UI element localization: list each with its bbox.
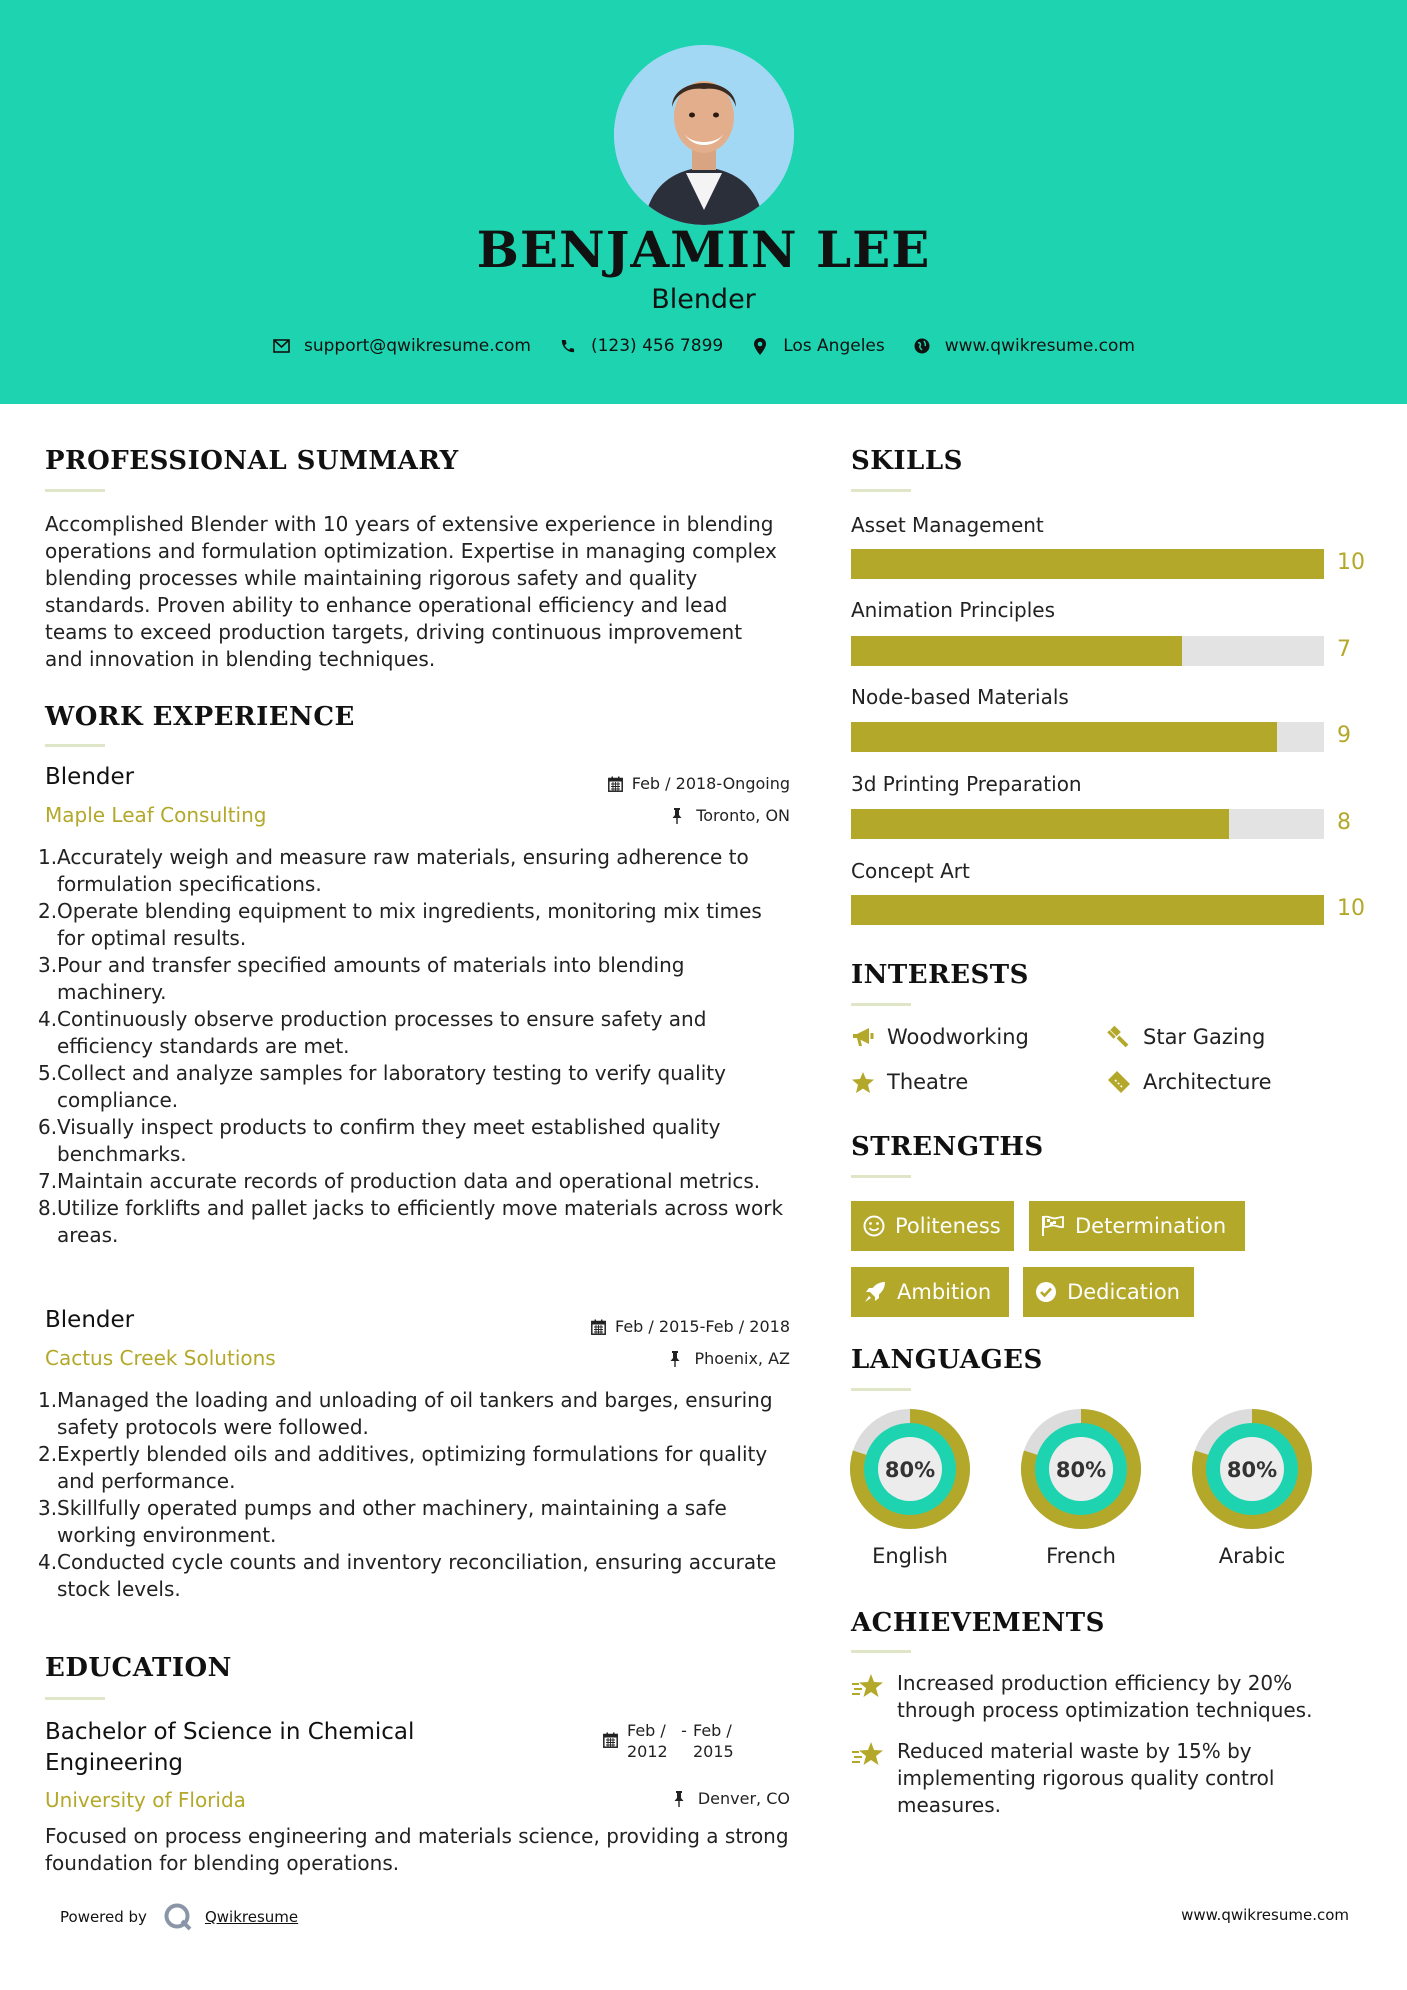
location-text: Los Angeles	[783, 336, 885, 356]
education-description: Focused on process engineering and materials science, providing a strong foundation for blending operations.	[45, 1824, 789, 1875]
skill-3-label: Node-based Materials	[851, 685, 1069, 709]
job-1-dates-text: Feb / 2018-Ongoing	[631, 774, 790, 793]
list-item: 4. Conducted cycle counts and inventory reconciliation, ensuring accurate stock levels.	[38, 1550, 777, 1601]
skill-5-bar	[851, 895, 1324, 925]
strength-label: Determination	[1075, 1214, 1227, 1238]
achievement-text: Reduced material waste by 15% by implementing rigorous quality control measures.	[897, 1739, 1275, 1817]
summary-heading: PROFESSIONAL SUMMARY	[45, 446, 459, 476]
skill-5-value: 10	[1337, 896, 1365, 921]
email-text: support@qwikresume.com	[304, 336, 531, 356]
bullhorn-icon	[851, 1026, 875, 1048]
profile-photo	[614, 45, 794, 225]
date-separator: -	[681, 1721, 687, 1740]
achievements-underline	[851, 1650, 911, 1653]
education-location	[520, 1789, 790, 1808]
language-arabic-label: Arabic	[1218, 1544, 1286, 1568]
strength-ambition	[851, 1267, 1009, 1317]
strength-label: Ambition	[897, 1280, 992, 1304]
globe-icon	[913, 337, 931, 355]
contact-location	[751, 336, 885, 356]
achievements-heading: ACHIEVEMENTS	[851, 1608, 1105, 1638]
job-1-duties	[38, 844, 793, 1249]
skill-1-bar	[851, 549, 1324, 579]
contact-email[interactable]	[272, 336, 531, 356]
job-2-duties	[38, 1387, 793, 1603]
achievement-1	[851, 1670, 1351, 1724]
interest-label: Woodworking	[887, 1025, 1029, 1049]
achievement-2	[851, 1738, 1351, 1819]
education-end: Feb / 2015	[693, 1721, 734, 1761]
skill-1-fill	[851, 549, 1324, 579]
skill-4-fill	[851, 809, 1229, 839]
language-ring	[1019, 1407, 1143, 1531]
envelope-icon	[272, 337, 290, 355]
list-item: 2. Operate blending equipment to mix ingredients, monitoring mix times for optimal results.	[38, 899, 762, 950]
summary-underline	[45, 489, 105, 492]
interest-star-gazing	[1107, 1025, 1265, 1049]
powered-by-text: Powered by	[60, 1908, 147, 1926]
star-award-icon	[851, 1670, 887, 1724]
interest-architecture	[1107, 1070, 1272, 1094]
strengths-heading: STRENGTHS	[851, 1132, 1044, 1162]
skill-3-value: 9	[1337, 723, 1351, 748]
qwikresume-logo-icon	[163, 1902, 193, 1932]
skill-2-bar	[851, 636, 1324, 666]
qwikresume-link[interactable]: Qwikresume	[204, 1908, 299, 1926]
strengths-underline	[851, 1175, 911, 1178]
language-ring	[848, 1407, 972, 1531]
language-arabic	[1190, 1407, 1314, 1535]
list-item: 3. Pour and transfer specified amounts of materials into blending machinery.	[38, 953, 685, 1004]
language-percent: 80%	[1055, 1458, 1107, 1482]
list-item: 7. Maintain accurate records of production data and operational metrics.	[38, 1169, 761, 1193]
skills-heading: SKILLS	[851, 446, 963, 476]
interest-theatre	[851, 1070, 968, 1094]
phone-text: (123) 456 7899	[590, 336, 724, 356]
skill-1-value: 10	[1337, 550, 1365, 575]
education-dates	[603, 1720, 741, 1762]
candidate-name: BENJAMIN LEE	[476, 220, 931, 279]
skill-3-fill	[851, 722, 1277, 752]
education-school: University of Florida	[45, 1788, 246, 1812]
pin-icon	[674, 1791, 690, 1807]
job-2-location	[520, 1349, 790, 1368]
contact-bar	[0, 336, 1407, 356]
job-1-location-text: Toronto, ON	[696, 806, 790, 825]
pin-icon	[670, 1351, 686, 1367]
strength-label: Dedication	[1067, 1280, 1180, 1304]
website-text: www.qwikresume.com	[944, 336, 1135, 356]
job-1-dates	[520, 774, 790, 793]
skill-5-fill	[851, 895, 1324, 925]
list-item: 5. Collect and analyze samples for laboratory testing to verify quality compliance.	[38, 1061, 726, 1112]
strength-determination	[1029, 1201, 1245, 1251]
star-icon	[851, 1071, 875, 1093]
education-heading: EDUCATION	[45, 1653, 232, 1683]
list-item: 3. Skillfully operated pumps and other machinery, maintaining a safe working environment.	[38, 1496, 727, 1547]
job-1-company: Maple Leaf Consulting	[45, 803, 267, 827]
skill-4-bar	[851, 809, 1324, 839]
footer-website[interactable]: www.qwikresume.com	[1181, 1906, 1349, 1924]
summary-text: Accomplished Blender with 10 years of extensive experience in blending operations and formulation optimization. Expertise in managing complex blending processes while maintaining rigorous safety and quality standards. Proven ability to enhance operational efficiency and lead teams to exceed production targets, driving continuous improvement and innovation in blending techniques.	[45, 512, 777, 671]
phone-icon	[559, 337, 577, 355]
check-circle-icon	[1035, 1280, 1057, 1304]
map-marker-icon	[751, 337, 769, 355]
language-percent: 80%	[884, 1458, 936, 1482]
job-2-dates-text: Feb / 2015-Feb / 2018	[615, 1317, 790, 1336]
education-location-text: Denver, CO	[697, 1789, 790, 1808]
star-award-icon	[851, 1738, 887, 1819]
experience-underline	[45, 744, 105, 747]
experience-heading: WORK EXPERIENCE	[45, 702, 355, 732]
list-item: 1. Managed the loading and unloading of oil tankers and barges, ensuring safety protocols were followed.	[38, 1388, 773, 1439]
job-2-location-text: Phoenix, AZ	[694, 1349, 790, 1368]
calendar-icon	[591, 1319, 607, 1335]
skill-2-fill	[851, 636, 1182, 666]
contact-website[interactable]	[913, 336, 1135, 356]
language-english-label: English	[872, 1544, 948, 1568]
skill-5-label: Concept Art	[851, 859, 970, 883]
skill-3-bar	[851, 722, 1324, 752]
achievement-text: Increased production efficiency by 20% through process optimization techniques.	[897, 1671, 1313, 1722]
job-1-location	[520, 806, 790, 825]
smile-icon	[863, 1214, 885, 1238]
rocket-icon	[863, 1280, 887, 1304]
language-ring	[1190, 1407, 1314, 1531]
skill-4-value: 8	[1337, 810, 1351, 835]
candidate-title: Blender	[651, 284, 756, 315]
strength-label: Politeness	[895, 1214, 1001, 1238]
gavel-icon	[1107, 1026, 1131, 1048]
interests-heading: INTERESTS	[851, 960, 1029, 990]
job-2-role: Blender	[45, 1307, 135, 1333]
interest-label: Architecture	[1143, 1070, 1272, 1094]
ticket-icon	[1107, 1071, 1131, 1093]
job-2-dates	[520, 1317, 790, 1336]
education-start: Feb / 2012	[627, 1721, 668, 1761]
strength-politeness	[851, 1201, 1014, 1251]
language-percent: 80%	[1226, 1458, 1278, 1482]
job-2-company: Cactus Creek Solutions	[45, 1346, 276, 1370]
skill-2-label: Animation Principles	[851, 598, 1056, 622]
skill-2-value: 7	[1337, 637, 1351, 662]
education-underline	[45, 1697, 105, 1700]
list-item: 1. Accurately weigh and measure raw materials, ensuring adherence to formulation specifications.	[38, 845, 749, 896]
interests-underline	[851, 1003, 911, 1006]
job-1-role: Blender	[45, 764, 135, 790]
interest-label: Theatre	[887, 1070, 969, 1094]
education-degree: Bachelor of Science in Chemical Engineering	[45, 1719, 415, 1776]
list-item: 4. Continuously observe production processes to ensure safety and efficiency standards are met.	[38, 1007, 707, 1058]
flag-icon	[1041, 1214, 1065, 1238]
list-item: 6. Visually inspect products to confirm they meet established quality benchmarks.	[38, 1115, 721, 1166]
language-french-label: French	[1046, 1544, 1116, 1568]
skill-4-label: 3d Printing Preparation	[851, 772, 1082, 796]
language-english	[848, 1407, 972, 1535]
languages-heading: LANGUAGES	[851, 1345, 1043, 1375]
list-item: 2. Expertly blended oils and additives, optimizing formulations for quality and performance.	[38, 1442, 768, 1493]
calendar-icon	[608, 776, 624, 792]
header-banner	[0, 0, 1407, 404]
interest-woodworking	[851, 1025, 1029, 1049]
footer-powered-by	[60, 1902, 298, 1932]
strength-dedication	[1023, 1267, 1194, 1317]
skill-1-label: Asset Management	[851, 513, 1044, 537]
skills-underline	[851, 489, 911, 492]
languages-underline	[851, 1388, 911, 1391]
contact-phone[interactable]	[559, 336, 723, 356]
language-french	[1019, 1407, 1143, 1535]
list-item: 8. Utilize forklifts and pallet jacks to efficiently move materials across work areas.	[38, 1196, 784, 1247]
pin-icon	[672, 808, 688, 824]
interest-label: Star Gazing	[1143, 1025, 1266, 1049]
calendar-icon	[603, 1732, 619, 1748]
